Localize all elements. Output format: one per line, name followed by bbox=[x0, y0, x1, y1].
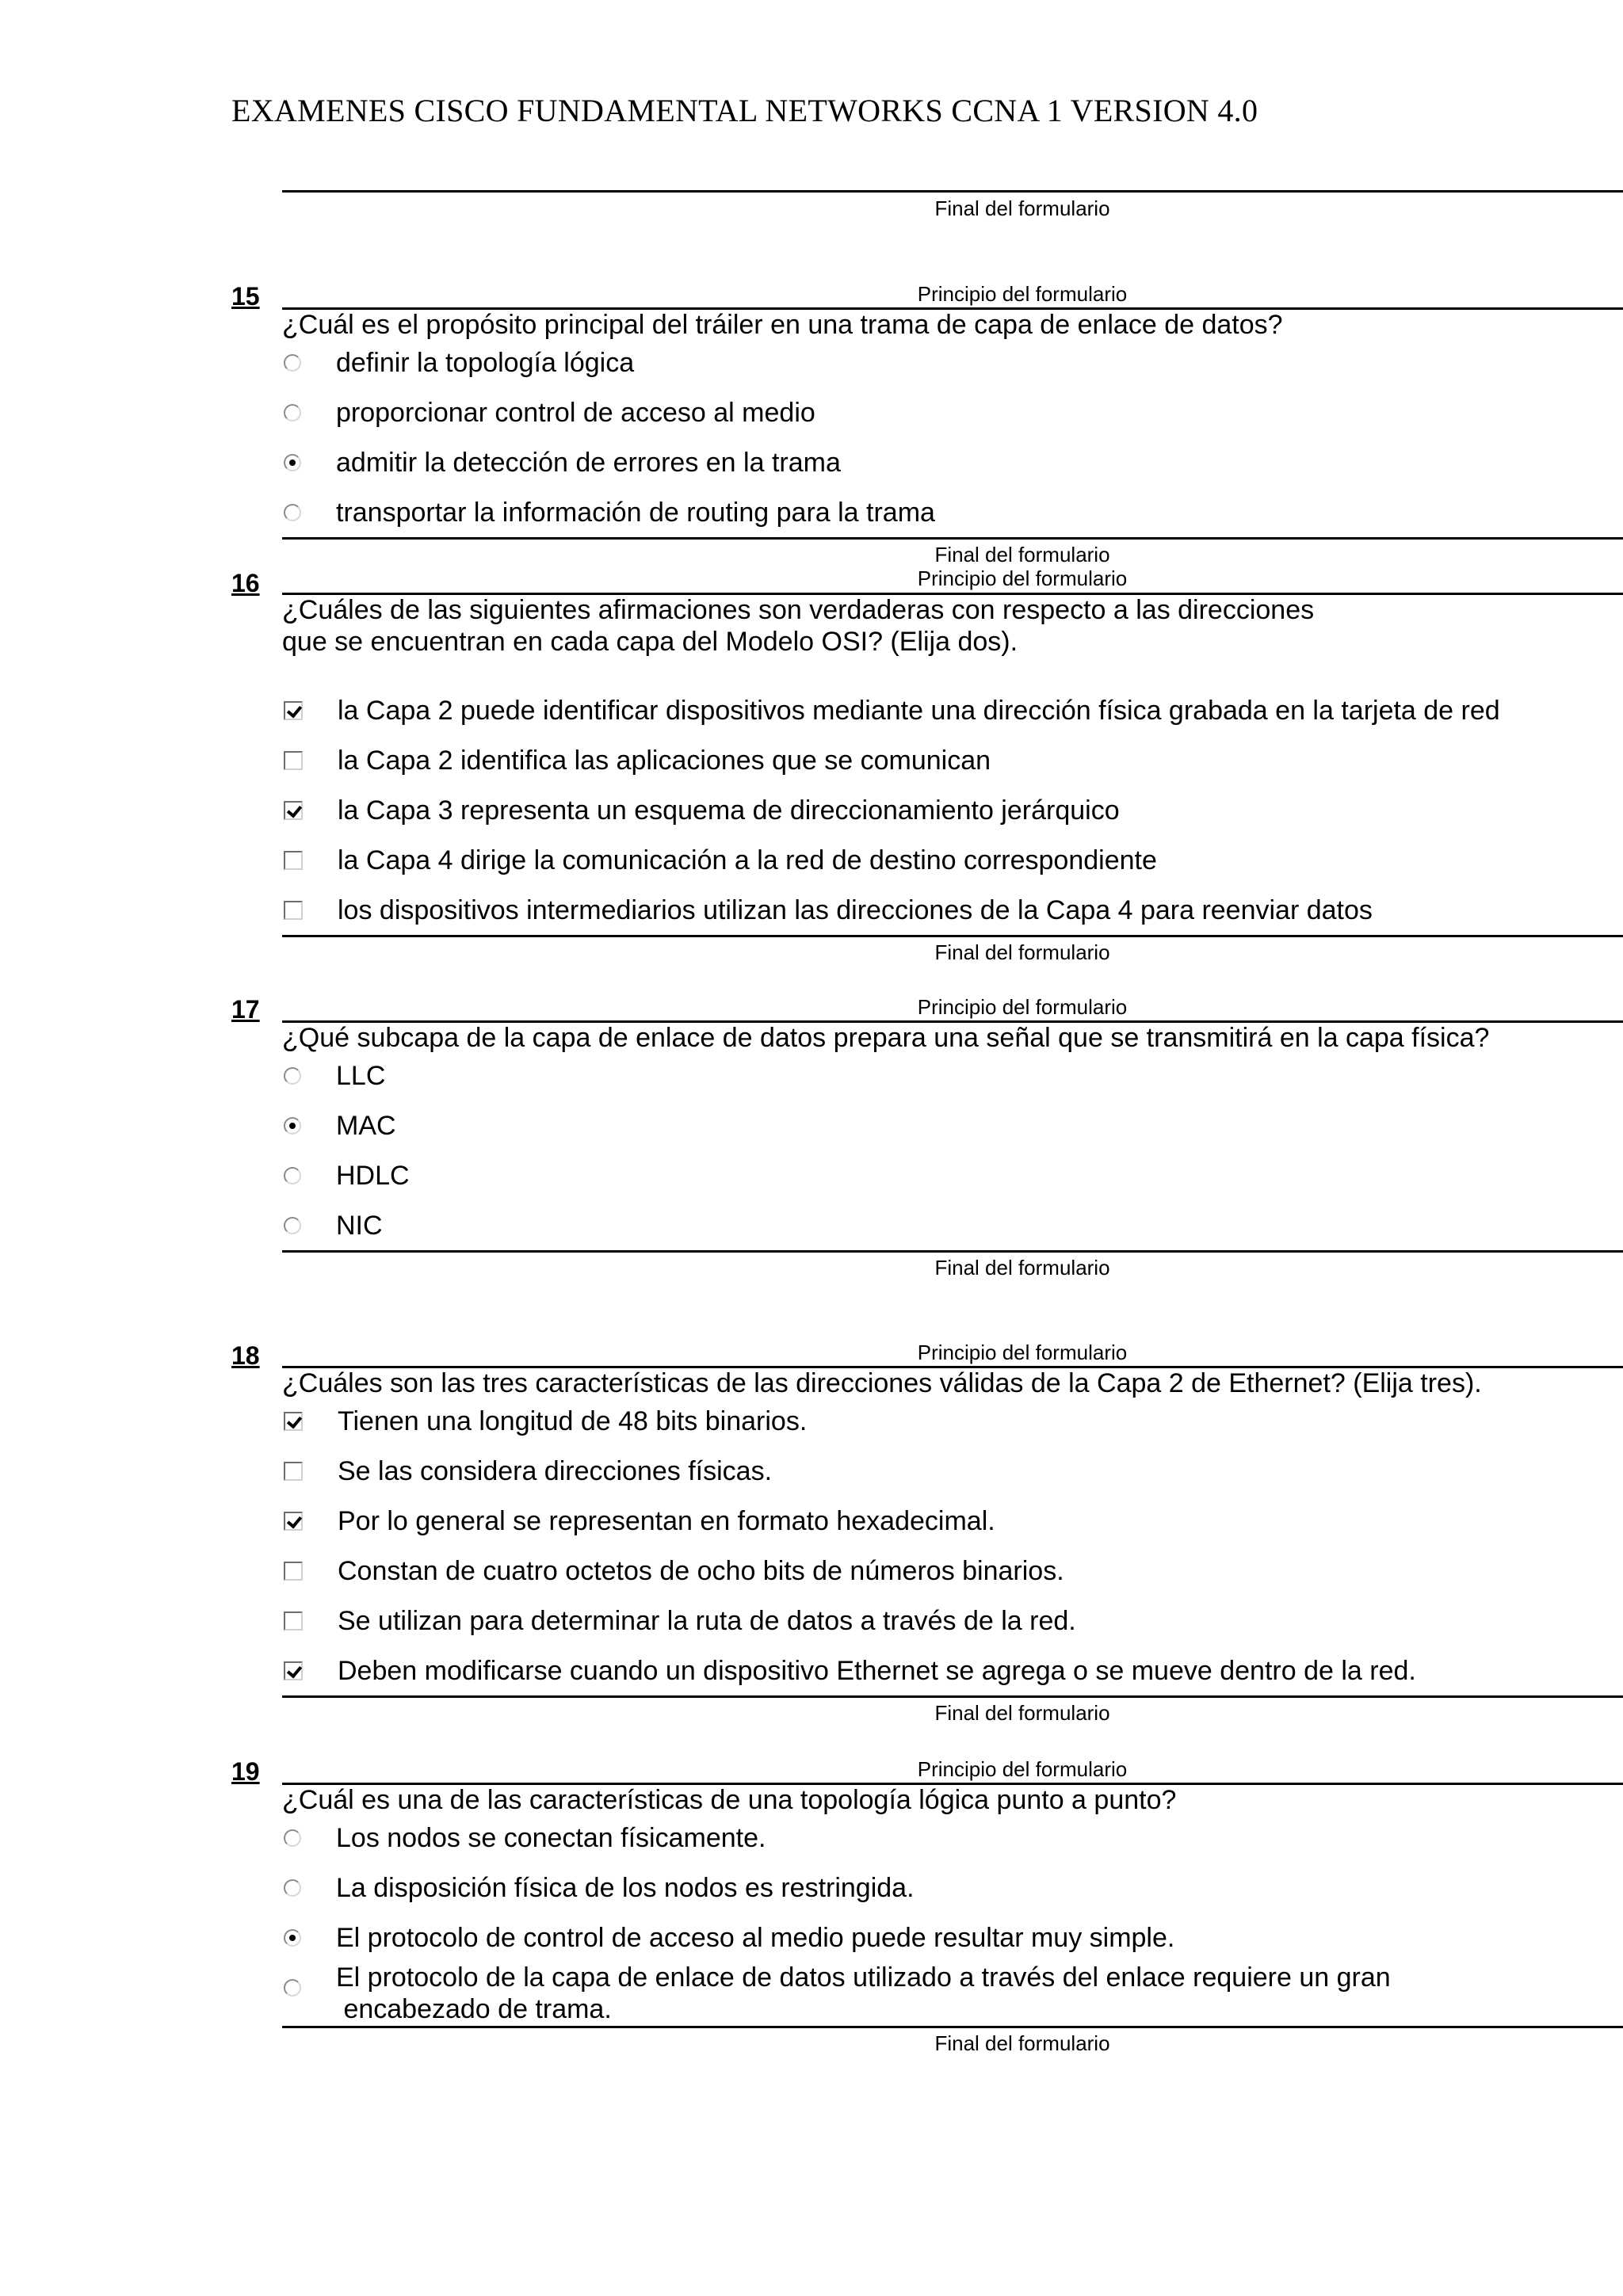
option-label: definir la topología lógica bbox=[336, 348, 635, 378]
option-label-line: El protocolo de la capa de enlace de datos utilizado a través del enlace requiere un gran bbox=[336, 1962, 1391, 1993]
radio-button[interactable] bbox=[284, 1979, 301, 1997]
answer-option[interactable] bbox=[284, 1555, 1064, 1587]
checkbox-checked[interactable] bbox=[284, 801, 303, 820]
answer-option[interactable] bbox=[284, 1405, 807, 1437]
form-start-label: Principio del formulario bbox=[917, 1341, 1128, 1364]
option-label: proporcionar control de acceso al medio bbox=[336, 398, 815, 428]
question-number: 18 bbox=[231, 1341, 260, 1370]
option-label: HDLC bbox=[336, 1161, 410, 1191]
answer-option[interactable] bbox=[284, 1962, 1391, 2025]
radio-button[interactable] bbox=[284, 504, 301, 521]
checkbox-checked[interactable] bbox=[284, 1512, 303, 1531]
option-label: Tienen una longitud de 48 bits binarios. bbox=[338, 1406, 808, 1436]
option-label: MAC bbox=[336, 1111, 396, 1141]
checkbox-checked[interactable] bbox=[284, 701, 303, 720]
question-text: ¿Qué subcapa de la capa de enlace de datos prepara una señal que se transmitirá en la capa física? bbox=[282, 1023, 1490, 1053]
question-number: 19 bbox=[231, 1757, 260, 1786]
option-label: la Capa 4 dirige la comunicación a la red de destino correspondiente bbox=[338, 845, 1157, 875]
question-number: 16 bbox=[231, 569, 260, 597]
answer-option[interactable] bbox=[284, 695, 1500, 727]
option-label: La disposición física de los nodos es restringida. bbox=[336, 1873, 915, 1903]
checkbox[interactable] bbox=[284, 1611, 303, 1630]
option-label: Los nodos se conectan físicamente. bbox=[336, 1823, 766, 1853]
answer-option[interactable] bbox=[284, 745, 991, 776]
option-label: NIC bbox=[336, 1211, 383, 1241]
form-start-label: Principio del formulario bbox=[917, 995, 1128, 1019]
page-title: EXAMENES CISCO FUNDAMENTAL NETWORKS CCNA 1 VERSION 4.0 bbox=[231, 93, 1258, 128]
answer-option[interactable] bbox=[284, 1655, 1416, 1687]
answer-option[interactable] bbox=[284, 795, 1120, 826]
option-label: LLC bbox=[336, 1061, 386, 1091]
answer-option[interactable] bbox=[284, 845, 1157, 876]
question-text: ¿Cuál es una de las características de una topología lógica punto a punto? bbox=[282, 1785, 1177, 1815]
form-end-divider bbox=[282, 935, 1623, 937]
answer-option[interactable] bbox=[284, 1110, 396, 1142]
checkbox[interactable] bbox=[284, 1562, 303, 1581]
checkbox[interactable] bbox=[284, 1462, 303, 1481]
checkbox[interactable] bbox=[284, 901, 303, 920]
form-end-label: Final del formulario bbox=[934, 543, 1110, 566]
answer-option[interactable] bbox=[284, 447, 841, 479]
answer-option[interactable] bbox=[284, 894, 1373, 926]
option-label: Deben modificarse cuando un dispositivo Ethernet se agrega o se mueve dentro de la red. bbox=[338, 1656, 1416, 1686]
checkbox[interactable] bbox=[284, 851, 303, 870]
option-label: la Capa 2 identifica las aplicaciones que se comunican bbox=[338, 746, 991, 776]
radio-button[interactable] bbox=[284, 1829, 301, 1847]
option-label: Se utilizan para determinar la ruta de datos a través de la red. bbox=[338, 1606, 1076, 1636]
form-end-divider bbox=[282, 2026, 1623, 2028]
form-end-label: Final del formulario bbox=[934, 940, 1110, 964]
checkbox[interactable] bbox=[284, 751, 303, 770]
radio-button-selected[interactable] bbox=[284, 1929, 301, 1947]
checkbox-checked[interactable] bbox=[284, 1661, 303, 1680]
answer-option[interactable] bbox=[284, 1505, 995, 1537]
answer-option[interactable] bbox=[284, 1160, 410, 1192]
option-label: El protocolo de control de acceso al medio puede resultar muy simple. bbox=[336, 1923, 1175, 1953]
checkbox-checked[interactable] bbox=[284, 1412, 303, 1431]
form-end-divider bbox=[282, 1695, 1623, 1698]
answer-option[interactable] bbox=[284, 397, 815, 429]
radio-button-selected[interactable] bbox=[284, 1117, 301, 1135]
option-label bbox=[336, 1962, 1391, 2025]
radio-button[interactable] bbox=[284, 354, 301, 372]
option-label: la Capa 2 puede identificar dispositivos mediante una dirección física grabada en la tarjeta de red bbox=[338, 696, 1500, 726]
option-label: admitir la detección de errores en la trama bbox=[336, 448, 841, 478]
question-number: 15 bbox=[231, 282, 260, 311]
question-text: ¿Cuáles de las siguientes afirmaciones son verdaderas con respecto a las direcciones bbox=[282, 595, 1315, 625]
answer-option[interactable] bbox=[284, 1605, 1076, 1637]
form-end-label: Final del formulario bbox=[934, 196, 1110, 220]
option-label: los dispositivos intermediarios utilizan las direcciones de la Capa 4 para reenviar datos bbox=[338, 895, 1373, 925]
form-end-divider bbox=[282, 1250, 1623, 1253]
option-label: la Capa 3 representa un esquema de direccionamiento jerárquico bbox=[338, 795, 1120, 826]
radio-button[interactable] bbox=[284, 1217, 301, 1234]
question-text: que se encuentran en cada capa del Modelo OSI? (Elija dos). bbox=[282, 627, 1018, 657]
form-end-divider bbox=[282, 537, 1623, 540]
answer-option[interactable] bbox=[284, 347, 634, 379]
answer-option[interactable] bbox=[284, 1455, 772, 1487]
form-start-label: Principio del formulario bbox=[917, 1757, 1128, 1781]
option-label: Constan de cuatro octetos de ocho bits de números binarios. bbox=[338, 1556, 1064, 1586]
answer-option[interactable] bbox=[284, 1872, 915, 1904]
radio-button[interactable] bbox=[284, 1167, 301, 1184]
option-label: Por lo general se representan en formato hexadecimal. bbox=[338, 1506, 995, 1536]
question-text: ¿Cuál es el propósito principal del tráiler en una trama de capa de enlace de datos? bbox=[282, 310, 1283, 340]
answer-option[interactable] bbox=[284, 497, 935, 528]
form-end-label: Final del formulario bbox=[934, 1701, 1110, 1725]
form-end-divider bbox=[282, 190, 1623, 193]
radio-button[interactable] bbox=[284, 1879, 301, 1897]
option-label-line: encabezado de trama. bbox=[336, 1994, 612, 2024]
radio-button[interactable] bbox=[284, 404, 301, 421]
answer-option[interactable] bbox=[284, 1922, 1174, 1954]
form-end-label: Final del formulario bbox=[934, 1256, 1110, 1280]
question-number: 17 bbox=[231, 995, 260, 1024]
answer-option[interactable] bbox=[284, 1822, 766, 1854]
answer-option[interactable] bbox=[284, 1210, 383, 1241]
radio-button[interactable] bbox=[284, 1067, 301, 1085]
form-start-label: Principio del formulario bbox=[917, 282, 1128, 306]
option-label: transportar la información de routing para la trama bbox=[336, 498, 935, 528]
radio-button-selected[interactable] bbox=[284, 454, 301, 471]
form-end-label: Final del formulario bbox=[934, 2031, 1110, 2055]
option-label: Se las considera direcciones físicas. bbox=[338, 1456, 773, 1486]
question-text: ¿Cuáles son las tres características de las direcciones válidas de la Capa 2 de Ethernet? (Elija tres). bbox=[282, 1368, 1482, 1398]
answer-option[interactable] bbox=[284, 1060, 385, 1092]
form-start-label: Principio del formulario bbox=[917, 566, 1128, 590]
